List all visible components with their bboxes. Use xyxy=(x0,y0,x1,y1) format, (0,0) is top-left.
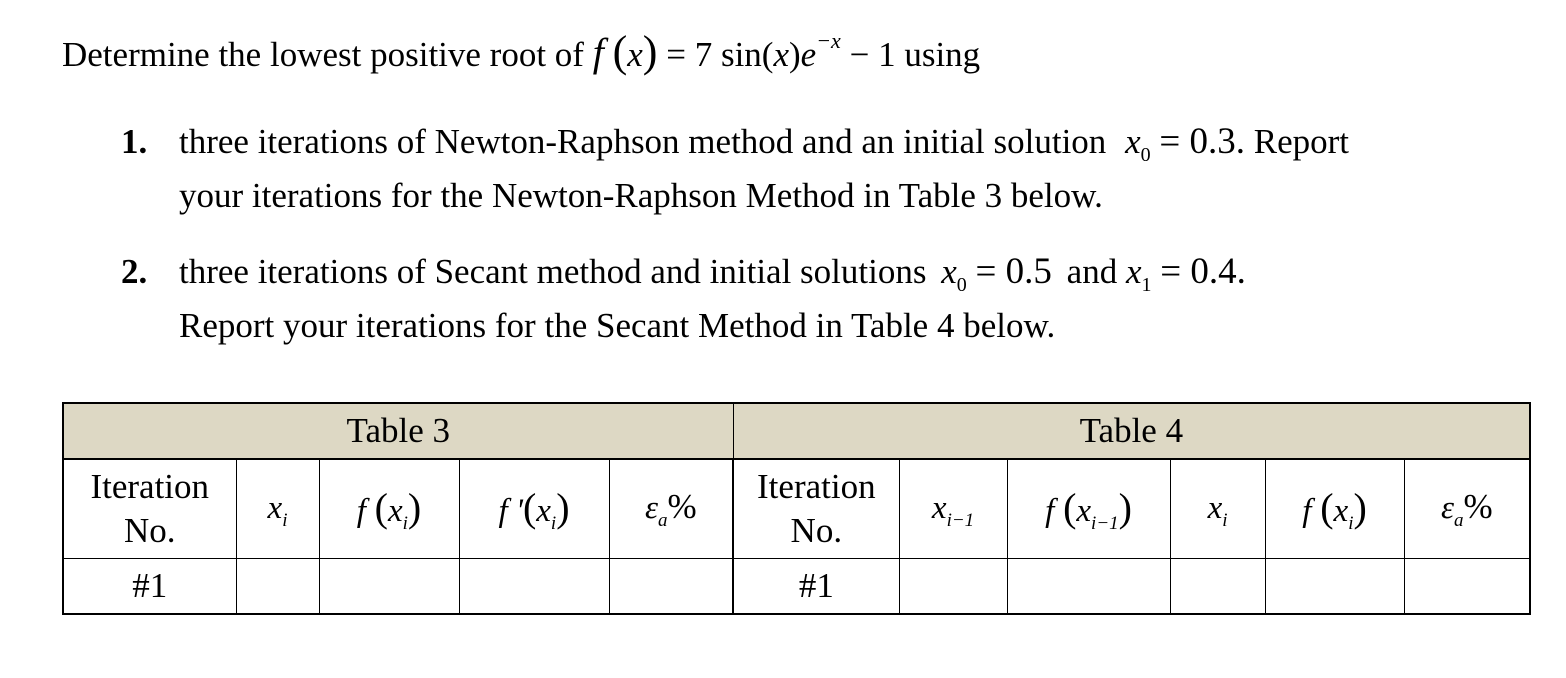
equation-x: x xyxy=(773,35,789,74)
item-1-text: three iterations of Newton-Raphson method and an initial solution xyxy=(179,122,1107,161)
item-2-line2: Report your iterations for the Secant Method in Table 4 below. xyxy=(179,306,1056,345)
equation-rhs: = 7 sin( xyxy=(666,35,774,74)
table-4-cell-xprev[interactable] xyxy=(899,559,1007,615)
item-1 xyxy=(121,120,1349,215)
table-3-col-error: $\varepsilon_a\%$ xyxy=(609,459,733,559)
table-4-col-iteration-line2: No. xyxy=(790,511,843,550)
item-1-var: x xyxy=(1125,122,1141,161)
table-3-cell-fprime[interactable] xyxy=(459,559,609,615)
table-4-cell-fprev[interactable] xyxy=(1007,559,1170,615)
function-arg: x xyxy=(627,35,643,74)
table-4-row-1-label: #1 xyxy=(733,559,899,615)
table-3-title: Table 3 xyxy=(63,403,733,459)
item-1-number: 1. xyxy=(121,122,148,161)
table-3-col-x: $x_i$ xyxy=(236,459,319,559)
item-2-text: three iterations of Secant method and initial solutions xyxy=(179,252,927,291)
item-2-var: x xyxy=(941,252,957,291)
item-2-var-sub: 0 xyxy=(956,274,967,296)
table-3-col-iteration xyxy=(63,459,236,559)
statement-prefix: Determine the lowest positive root of xyxy=(62,35,584,74)
table-3-col-iteration-line2: No. xyxy=(123,511,176,550)
item-2-var2: x xyxy=(1125,252,1142,291)
table-3-cell-x[interactable] xyxy=(236,559,319,615)
item-2-number: 2. xyxy=(121,252,148,291)
statement-suffix: using xyxy=(904,35,981,74)
table-4-col-fprev: f $(x_{i-1})$ xyxy=(1007,459,1170,559)
table-4-col-f: f $(x_i)$ xyxy=(1265,459,1404,559)
equation-tail: − 1 xyxy=(849,35,896,74)
table-3-col-iteration-line1: Iteration xyxy=(90,467,210,507)
table-4-col-error: $\varepsilon_a\%$ xyxy=(1404,459,1530,559)
table-3-cell-f[interactable] xyxy=(319,559,459,615)
equation-close: ) xyxy=(789,35,801,74)
table-4-cell-f[interactable] xyxy=(1265,559,1404,615)
item-1-tail: Report xyxy=(1253,122,1349,161)
table-4-col-xprev: $x_{i-1}$ xyxy=(899,459,1007,559)
problem-statement: Determine the lowest positive root of f (x) = 7 $\sin(x)e^{-x} - 1$ using xyxy=(62,27,981,76)
table-4-col-x: $x_i$ xyxy=(1170,459,1265,559)
table-4-col-iteration-line1: Iteration xyxy=(757,467,876,507)
table-4-cell-error[interactable] xyxy=(1404,559,1530,615)
equation-e: e xyxy=(800,35,817,74)
item-2-var2-sub: 1 xyxy=(1141,274,1152,296)
item-2-value: = 0.5 xyxy=(975,251,1052,292)
item-2 xyxy=(121,250,1246,345)
item-2-value2: = 0.4. xyxy=(1160,251,1246,292)
item-2-and: and xyxy=(1066,252,1118,291)
table-3-col-f: f $(x_i)$ xyxy=(319,459,459,559)
item-1-var-sub: 0 xyxy=(1140,144,1151,166)
item-1-line2: your iterations for the Newton-Raphson Method in Table 3 below. xyxy=(179,176,1103,215)
item-1-value: = 0.3. xyxy=(1159,121,1245,162)
table-3-col-fprime: f '$(x_i)$ xyxy=(459,459,609,559)
iteration-tables xyxy=(62,402,1531,615)
table-4-cell-x[interactable] xyxy=(1170,559,1265,615)
table-4-title: Table 4 xyxy=(733,403,1530,459)
function-f: f xyxy=(592,30,604,75)
table-3-cell-error[interactable] xyxy=(609,559,733,615)
table-4-col-iteration xyxy=(733,459,899,559)
table-3-row-1-label: #1 xyxy=(63,559,236,615)
equation-exponent: −x xyxy=(816,28,841,53)
